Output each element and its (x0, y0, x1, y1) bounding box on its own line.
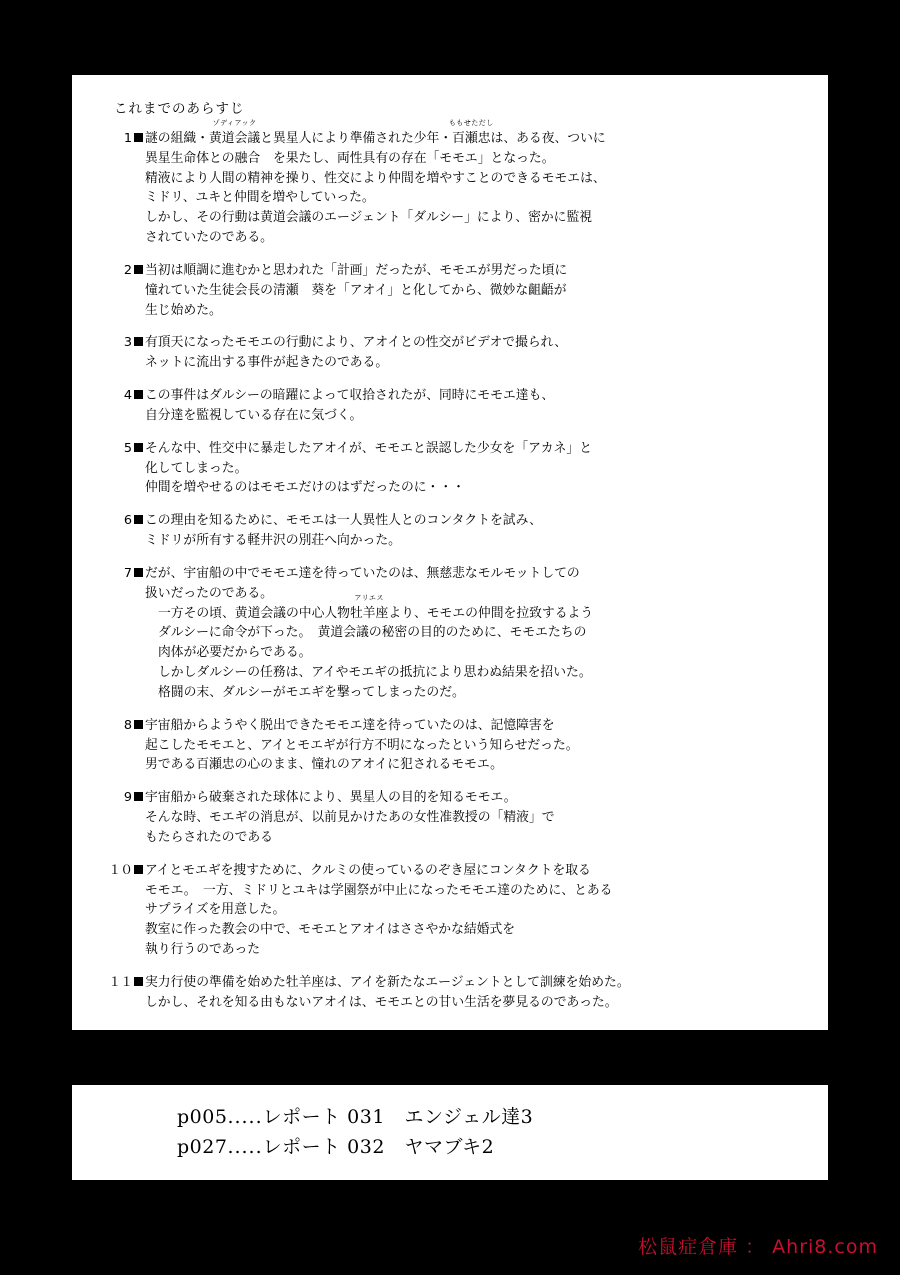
summary-entry (98, 973, 802, 1013)
entry-line: この理由を知るために、モモエは一人異性人とのコンタクトを試み、 (134, 511, 802, 531)
summary-entry (98, 333, 802, 373)
toc-label: レポート 031 エンジェル達3 (262, 1106, 534, 1129)
entry-line: そんな中、性交中に暴走したアオイが、モモエと誤認した少女を「アカネ」と (134, 439, 802, 459)
entry-number: 3 (123, 335, 132, 351)
entry-line: されていたのである。 (145, 230, 273, 246)
entry-number: 4 (123, 388, 132, 404)
entry-line: ミドリ、ユキと仲間を増やしていった。 (145, 190, 375, 206)
entry-line: 当初は順調に進むかと思われた「計画」だったが、モモエが男だった頃に (134, 261, 802, 281)
entry-body (134, 261, 802, 320)
entry-body (134, 439, 802, 498)
square-bullet-icon (134, 720, 143, 729)
entry-line: 謎の組織・ ゾディアック 黄道会議と異星人により準備された少年・ ももせただし 百瀬忠は、ある夜、ついに (134, 129, 802, 149)
summary-entry (98, 716, 802, 775)
entry-line: 有頂天になったモモエの行動により、アオイとの性交がビデオで撮られ、 (134, 333, 802, 353)
table-of-contents-panel (72, 1085, 828, 1180)
ruby-aries: アリエス 牡羊座 (349, 593, 389, 621)
square-bullet-icon (134, 443, 143, 452)
entry-line: 宇宙船からようやく脱出できたモモエ達を待っていたのは、記憶障害を (134, 716, 802, 736)
entry-line: しかし、それを知る由もないアオイは、モモエとの甘い生活を夢見るのであった。 (145, 994, 618, 1010)
entry-line: ミドリが所有する軽井沢の別荘へ向かった。 (145, 533, 401, 549)
square-bullet-icon (134, 515, 143, 524)
entry-body (134, 386, 802, 426)
entry-line: サプライズを用意した。 (145, 902, 286, 918)
entry-line: この事件はダルシーの暗躍によって収拾されたが、同時にモモエ達も、 (134, 386, 802, 406)
entry-number: 2 (123, 262, 132, 278)
square-bullet-icon (134, 337, 143, 346)
entry-number: １０ (108, 862, 132, 878)
entry-line: 男である百瀬忠の心のまま、憧れのアオイに犯されるモモエ。 (145, 757, 503, 773)
square-bullet-icon (134, 977, 143, 986)
entry-line: ダルシーに命令が下った。 黄道会議の秘密の目的のために、モモエたちの (158, 625, 587, 641)
summary-heading: これまでのあらすじ (114, 101, 245, 117)
entry-line: 精液により人間の精神を操り、性交により仲間を増やすことのできるモモエは、 (145, 170, 606, 186)
entry-number: １１ (108, 974, 132, 990)
entry-number: 7 (123, 565, 132, 581)
watermark: 松鼠症倉庫 ： Ahri8.com (638, 1236, 878, 1258)
toc-dots: ..... (227, 1106, 263, 1129)
toc-page-number: p005 (177, 1106, 228, 1129)
entry-line: ネットに流出する事件が起きたのである。 (145, 355, 389, 371)
entry-line: 憧れていた生徒会長の清瀬 葵を「アオイ」と化してから、微妙な齟齬が (145, 282, 567, 298)
entry-number: 1 (123, 131, 132, 146)
entry-line: 起こしたモモエと、アイとモエギが行方不明になったという知らせだった。 (145, 737, 579, 753)
entry-body (134, 788, 802, 847)
entry-body (134, 564, 802, 703)
summary-entry (98, 439, 802, 498)
entry-body (134, 861, 802, 960)
square-bullet-icon (134, 265, 143, 274)
square-bullet-icon (134, 865, 143, 874)
entry-line: 扱いだったのである。 (145, 585, 273, 601)
ruby-zodiac: ゾディアック 黄道会議 (208, 119, 261, 146)
summary-entry (98, 119, 802, 248)
entry-line: 執り行うのであった (145, 941, 261, 957)
entry-number: 6 (123, 513, 132, 529)
summary-entry (98, 564, 802, 703)
entry-number: 9 (123, 790, 132, 806)
summary-entry (98, 511, 802, 551)
summary-entry (98, 788, 802, 847)
summary-entry (98, 386, 802, 426)
summary-entry (98, 861, 802, 960)
toc-dots: ..... (227, 1135, 263, 1158)
square-bullet-icon (134, 390, 143, 399)
toc-row (177, 1103, 828, 1132)
entry-line: 肉体が必要だからである。 (158, 645, 312, 661)
entry-body (134, 973, 802, 1013)
entry-line: そんな時、モエギの消息が、以前見かけたあの女性准教授の「精液」で (145, 810, 555, 826)
entry-line: 格闘の末、ダルシーがモエギを撃ってしまったのだ。 (158, 684, 465, 700)
entry-line: しかしダルシーの任務は、アイやモエギの抵抗により思わぬ結果を招いた。 (158, 665, 592, 681)
entry-body (134, 119, 802, 248)
toc-label: レポート 032 ヤマブキ2 (262, 1135, 495, 1158)
square-bullet-icon (134, 792, 143, 801)
toc-row (177, 1133, 828, 1162)
summary-panel (72, 75, 828, 1030)
entry-line: 一方その頃、黄道会議の中心人物 アリエス 牡羊座より、モモエの仲間を拉致するよう (134, 604, 802, 624)
entry-number: 8 (123, 717, 132, 733)
entry-line: モモエ。 一方、ミドリとユキは学園祭が中止になったモモエ達のために、とある (145, 882, 613, 898)
square-bullet-icon (134, 568, 143, 577)
entry-line: しかし、その行動は黄道会議のエージェント「ダルシー」により、密かに監視 (145, 210, 593, 226)
entry-body (134, 333, 802, 373)
entry-line: 生じ始めた。 (145, 302, 222, 318)
entry-body (134, 716, 802, 775)
entry-line: もたらされたのである (145, 829, 273, 845)
entry-line: 化してしまった。 (145, 460, 248, 476)
entry-line: 宇宙船から破棄された球体により、異星人の目的を知るモモエ。 (134, 788, 802, 808)
toc-page-number: p027 (177, 1135, 228, 1158)
entry-line: だが、宇宙船の中でモモエ達を待っていたのは、無慈悲なモルモットしての (134, 564, 802, 584)
entry-line: 自分達を監視している存在に気づく。 (145, 407, 363, 423)
ruby-momose: ももせただし 百瀬忠 (448, 119, 494, 146)
entry-number: 5 (123, 440, 132, 456)
entry-line: アイとモエギを捜すために、クルミの使っているのぞき屋にコンタクトを取る (134, 861, 802, 881)
entry-line: 実力行使の準備を始めた牡羊座は、アイを新たなエージェントとして訓練を始めた。 (134, 973, 802, 993)
entry-line: 仲間を増やせるのはモモエだけのはずだったのに・・・ (145, 480, 465, 496)
entry-line: 異星生命体との融合 を果たし、両性具有の存在「モモエ」となった。 (145, 150, 555, 166)
entry-line: 教室に作った教会の中で、モモエとアオイはささやかな結婚式を (145, 922, 516, 938)
square-bullet-icon (134, 133, 143, 142)
summary-entry (98, 261, 802, 320)
entry-body (134, 511, 802, 551)
